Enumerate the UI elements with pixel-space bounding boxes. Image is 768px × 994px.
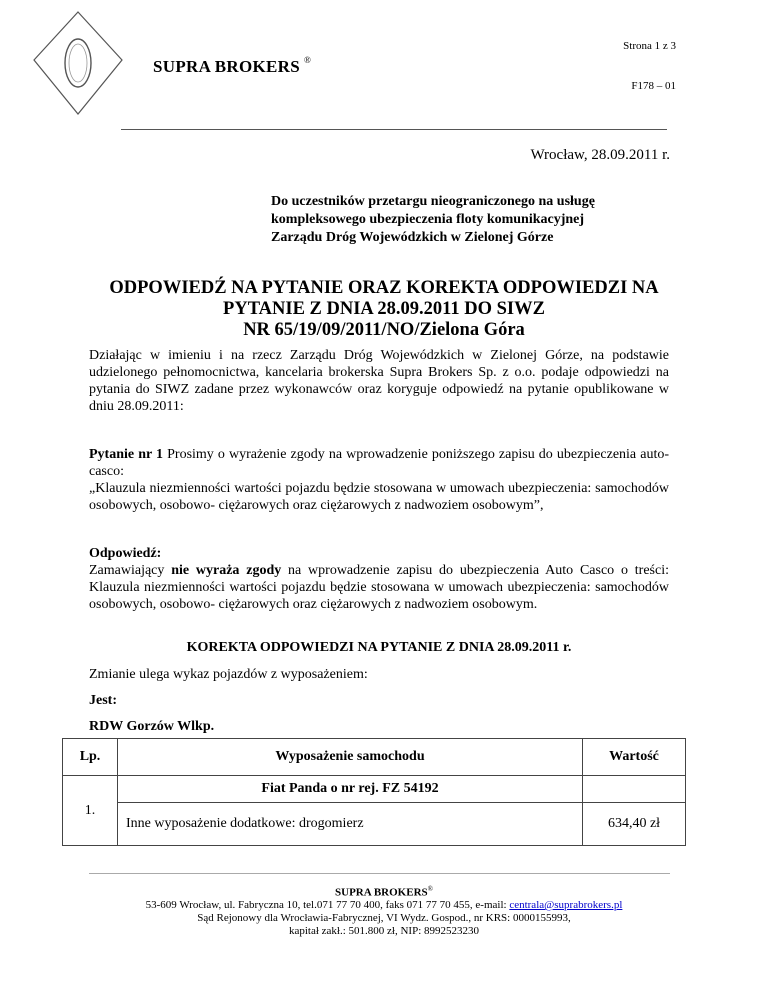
footer-court: Sąd Rejonowy dla Wrocławia-Fabrycznej, VI Wydz. Gospod., nr KRS: 0000155993, [197, 912, 571, 924]
rdw-label: RDW Gorzów Wlkp. [89, 719, 215, 734]
question-quote: „Klauzula niezmienności wartości pojazdu będzie stosowana w umowach ubezpieczenia: samochodów osobowych, osobowo- ciężarowych oraz ciężarowych z nadwoziem osobowym”, [89, 481, 669, 513]
title-line: PYTANIE Z DNIA 28.09.2011 DO SIWZ [223, 299, 545, 319]
document-title [60, 278, 708, 341]
registered-mark: ® [304, 55, 312, 65]
addressee-line: Zarządu Dróg Wojewódzkich w Zielonej Górze [271, 230, 554, 245]
footer-email-link[interactable]: centrala@suprabrokers.pl [509, 899, 623, 911]
answer-label: Odpowiedź: [89, 546, 162, 561]
change-note: Zmianie ulega wykaz pojazdów z wyposażeniem: [89, 667, 368, 682]
addressee-line: Do uczestników przetargu nieograniczonego na usługę [271, 194, 595, 209]
company-logo-icon [28, 8, 128, 120]
title-line: ODPOWIEDŹ NA PYTANIE ORAZ KOREKTA ODPOWIEDZI NA [109, 278, 659, 298]
row-description: Inne wyposażenie dodatkowe: drogomierz [118, 803, 583, 846]
correction-heading: KOREKTA ODPOWIEDZI NA PYTANIE Z DNIA 28.09.2011 r. [186, 640, 572, 655]
intro-paragraph: Działając w imieniu i na rzecz Zarządu Dróg Wojewódzkich w Zielonej Górze, na podstawie udzielonego pełnomocnictwa, kancelaria brokerska Supra Brokers Sp. z o.o. podaje odpowiedzi na pytania do SIWZ zadane przez wykonawców oraz koryguje odpowiedź na pytanie opublikowane w dniu 28.09.2011: [89, 348, 669, 414]
question-label: Pytanie nr 1 [89, 447, 164, 462]
vehicle-value-empty [583, 776, 686, 803]
vehicle-row [63, 776, 686, 803]
header-divider [121, 129, 667, 130]
title-line: NR 65/19/09/2011/NO/Zielona Góra [243, 320, 525, 340]
question-paragraph [89, 446, 669, 514]
footer-capital: kapitał zakł.: 501.800 zł, NIP: 8992523230 [288, 925, 480, 937]
vehicle-name: Fiat Panda o nr rej. FZ 54192 [118, 776, 583, 803]
answer-text-after: na wprowadzenie zapisu do ubezpieczenia Auto Casco o treści: Klauzula niezmienności wartości pojazdu będzie stosowana w umowach ubezpieczenia: samochodów osobowych, osobowo- ciężarowych oraz ciężarowych z nadwoziem osobowym. [89, 563, 669, 612]
question-text: Prosimy o wyrażenie zgody na wprowadzenie poniższego zapisu do ubezpieczenia auto-casco: [89, 447, 669, 479]
answer-emphasis: nie wyraża zgody [171, 563, 282, 578]
addressee-line: kompleksowego ubezpieczenia floty komunikacyjnej [271, 212, 585, 227]
addressee-block [271, 193, 691, 247]
page-number: Strona 1 z 3 [623, 40, 676, 52]
footer-brand: SUPRA BROKERS® [335, 885, 433, 899]
equipment-table [62, 738, 686, 846]
table-row [63, 803, 686, 846]
footer-address: 53-609 Wrocław, ul. Fabryczna 10, tel.071 77 70 400, faks 071 77 70 455, e-mail: centrala@suprabrokers.pl [145, 899, 623, 911]
row-lp: 1. [63, 776, 118, 846]
jest-label: Jest: [89, 693, 117, 708]
answer-paragraph [89, 545, 669, 613]
city-date: Wrocław, 28.09.2011 r. [530, 147, 670, 163]
footer-divider [89, 873, 670, 874]
header-equipment: Wyposażenie samochodu [118, 739, 583, 776]
form-code: F178 – 01 [631, 80, 676, 92]
header-value: Wartość [583, 739, 686, 776]
header-lp: Lp. [63, 739, 118, 776]
table-header-row [63, 739, 686, 776]
answer-text-before: Zamawiający [89, 563, 172, 578]
footer-registered-mark: ® [427, 885, 433, 893]
row-value: 634,40 zł [583, 803, 686, 846]
brand-name: SUPRA BROKERS ® [153, 55, 312, 76]
